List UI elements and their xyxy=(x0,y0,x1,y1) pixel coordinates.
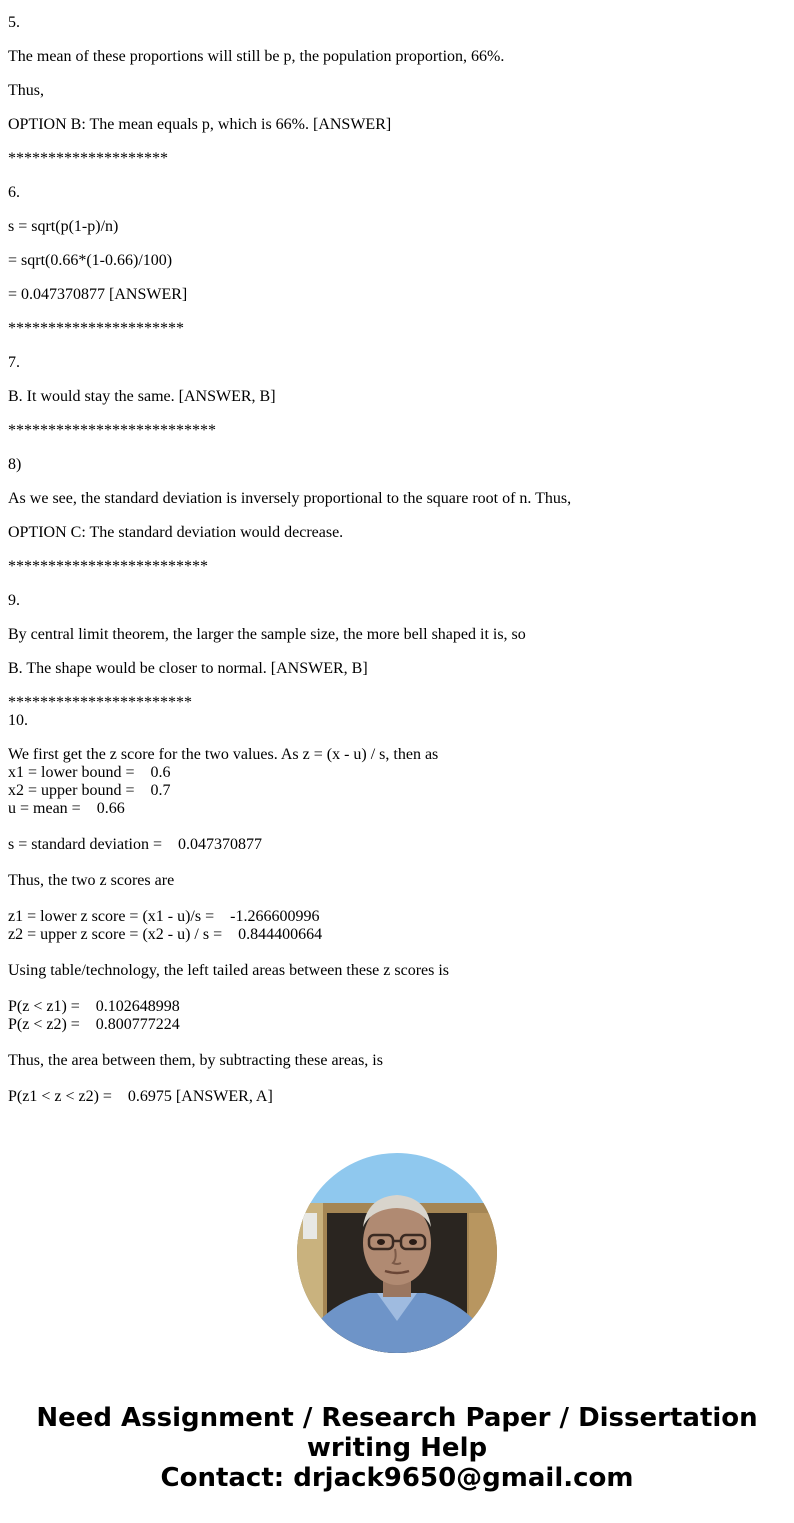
document-body xyxy=(8,14,786,1106)
banner-contact: Contact: drjack9650@gmail.com xyxy=(160,1463,634,1493)
q6-substitution: = sqrt(0.66*(1-0.66)/100) xyxy=(8,252,173,269)
q7-separator: ************************** xyxy=(8,422,216,439)
q8-answer: OPTION C: The standard deviation would decrease. xyxy=(8,524,344,541)
q6-answer: = 0.047370877 [ANSWER] xyxy=(8,286,188,303)
q8-number: 8) xyxy=(8,456,22,473)
q8-separator: ************************* xyxy=(8,558,208,575)
contact-banner xyxy=(0,1403,794,1493)
q9-separator: *********************** xyxy=(8,694,192,711)
q9-text: By central limit theorem, the larger the sample size, the more bell shaped it is, so xyxy=(8,626,526,643)
q10-mean: u = mean = 0.66 xyxy=(8,800,125,817)
q10-table-note: Using table/technology, the left tailed areas between these z scores is xyxy=(8,962,450,979)
q10-intro: We first get the z score for the two values. As z = (x - u) / s, then as xyxy=(8,746,439,763)
q7-number: 7. xyxy=(8,354,20,371)
banner-line-1: Need Assignment / Research Paper / Dissertation xyxy=(36,1403,758,1433)
q9-answer: B. The shape would be closer to normal. [ANSWER, B] xyxy=(8,660,368,677)
q10-z1: z1 = lower z score = (x1 - u)/s = -1.266600996 xyxy=(8,908,320,925)
q10-z2: z2 = upper z score = (x2 - u) / s = 0.844400664 xyxy=(8,926,323,943)
q10-x2: x2 = upper bound = 0.7 xyxy=(8,782,171,799)
q5-separator: ******************** xyxy=(8,150,168,167)
q8-text: As we see, the standard deviation is inversely proportional to the square root of n. Thus, xyxy=(8,490,572,507)
q10-x1: x1 = lower bound = 0.6 xyxy=(8,764,171,781)
q5-thus: Thus, xyxy=(8,82,44,99)
q10-thus: Thus, the two z scores are xyxy=(8,872,175,889)
q5-answer: OPTION B: The mean equals p, which is 66%. [ANSWER] xyxy=(8,116,392,133)
avatar xyxy=(297,1153,497,1353)
q10-result: P(z1 < z < z2) = 0.6975 [ANSWER, A] xyxy=(8,1088,273,1105)
q5-text: The mean of these proportions will still be p, the population proportion, 66%. xyxy=(8,48,505,65)
q10-number: 10. xyxy=(8,712,28,729)
q10-std-dev: s = standard deviation = 0.047370877 xyxy=(8,836,263,853)
q6-separator: ********************** xyxy=(8,320,184,337)
q10-p1: P(z < z1) = 0.102648998 xyxy=(8,998,180,1015)
q6-number: 6. xyxy=(8,184,20,201)
banner-line-2: writing Help xyxy=(306,1433,488,1463)
q10-between: Thus, the area between them, by subtracting these areas, is xyxy=(8,1052,383,1069)
q10-p2: P(z < z2) = 0.800777224 xyxy=(8,1016,180,1033)
q5-number: 5. xyxy=(8,14,20,31)
q7-answer: B. It would stay the same. [ANSWER, B] xyxy=(8,388,276,405)
q9-number: 9. xyxy=(8,592,20,609)
avatar-photo xyxy=(297,1153,497,1353)
q6-formula: s = sqrt(p(1-p)/n) xyxy=(8,218,119,235)
